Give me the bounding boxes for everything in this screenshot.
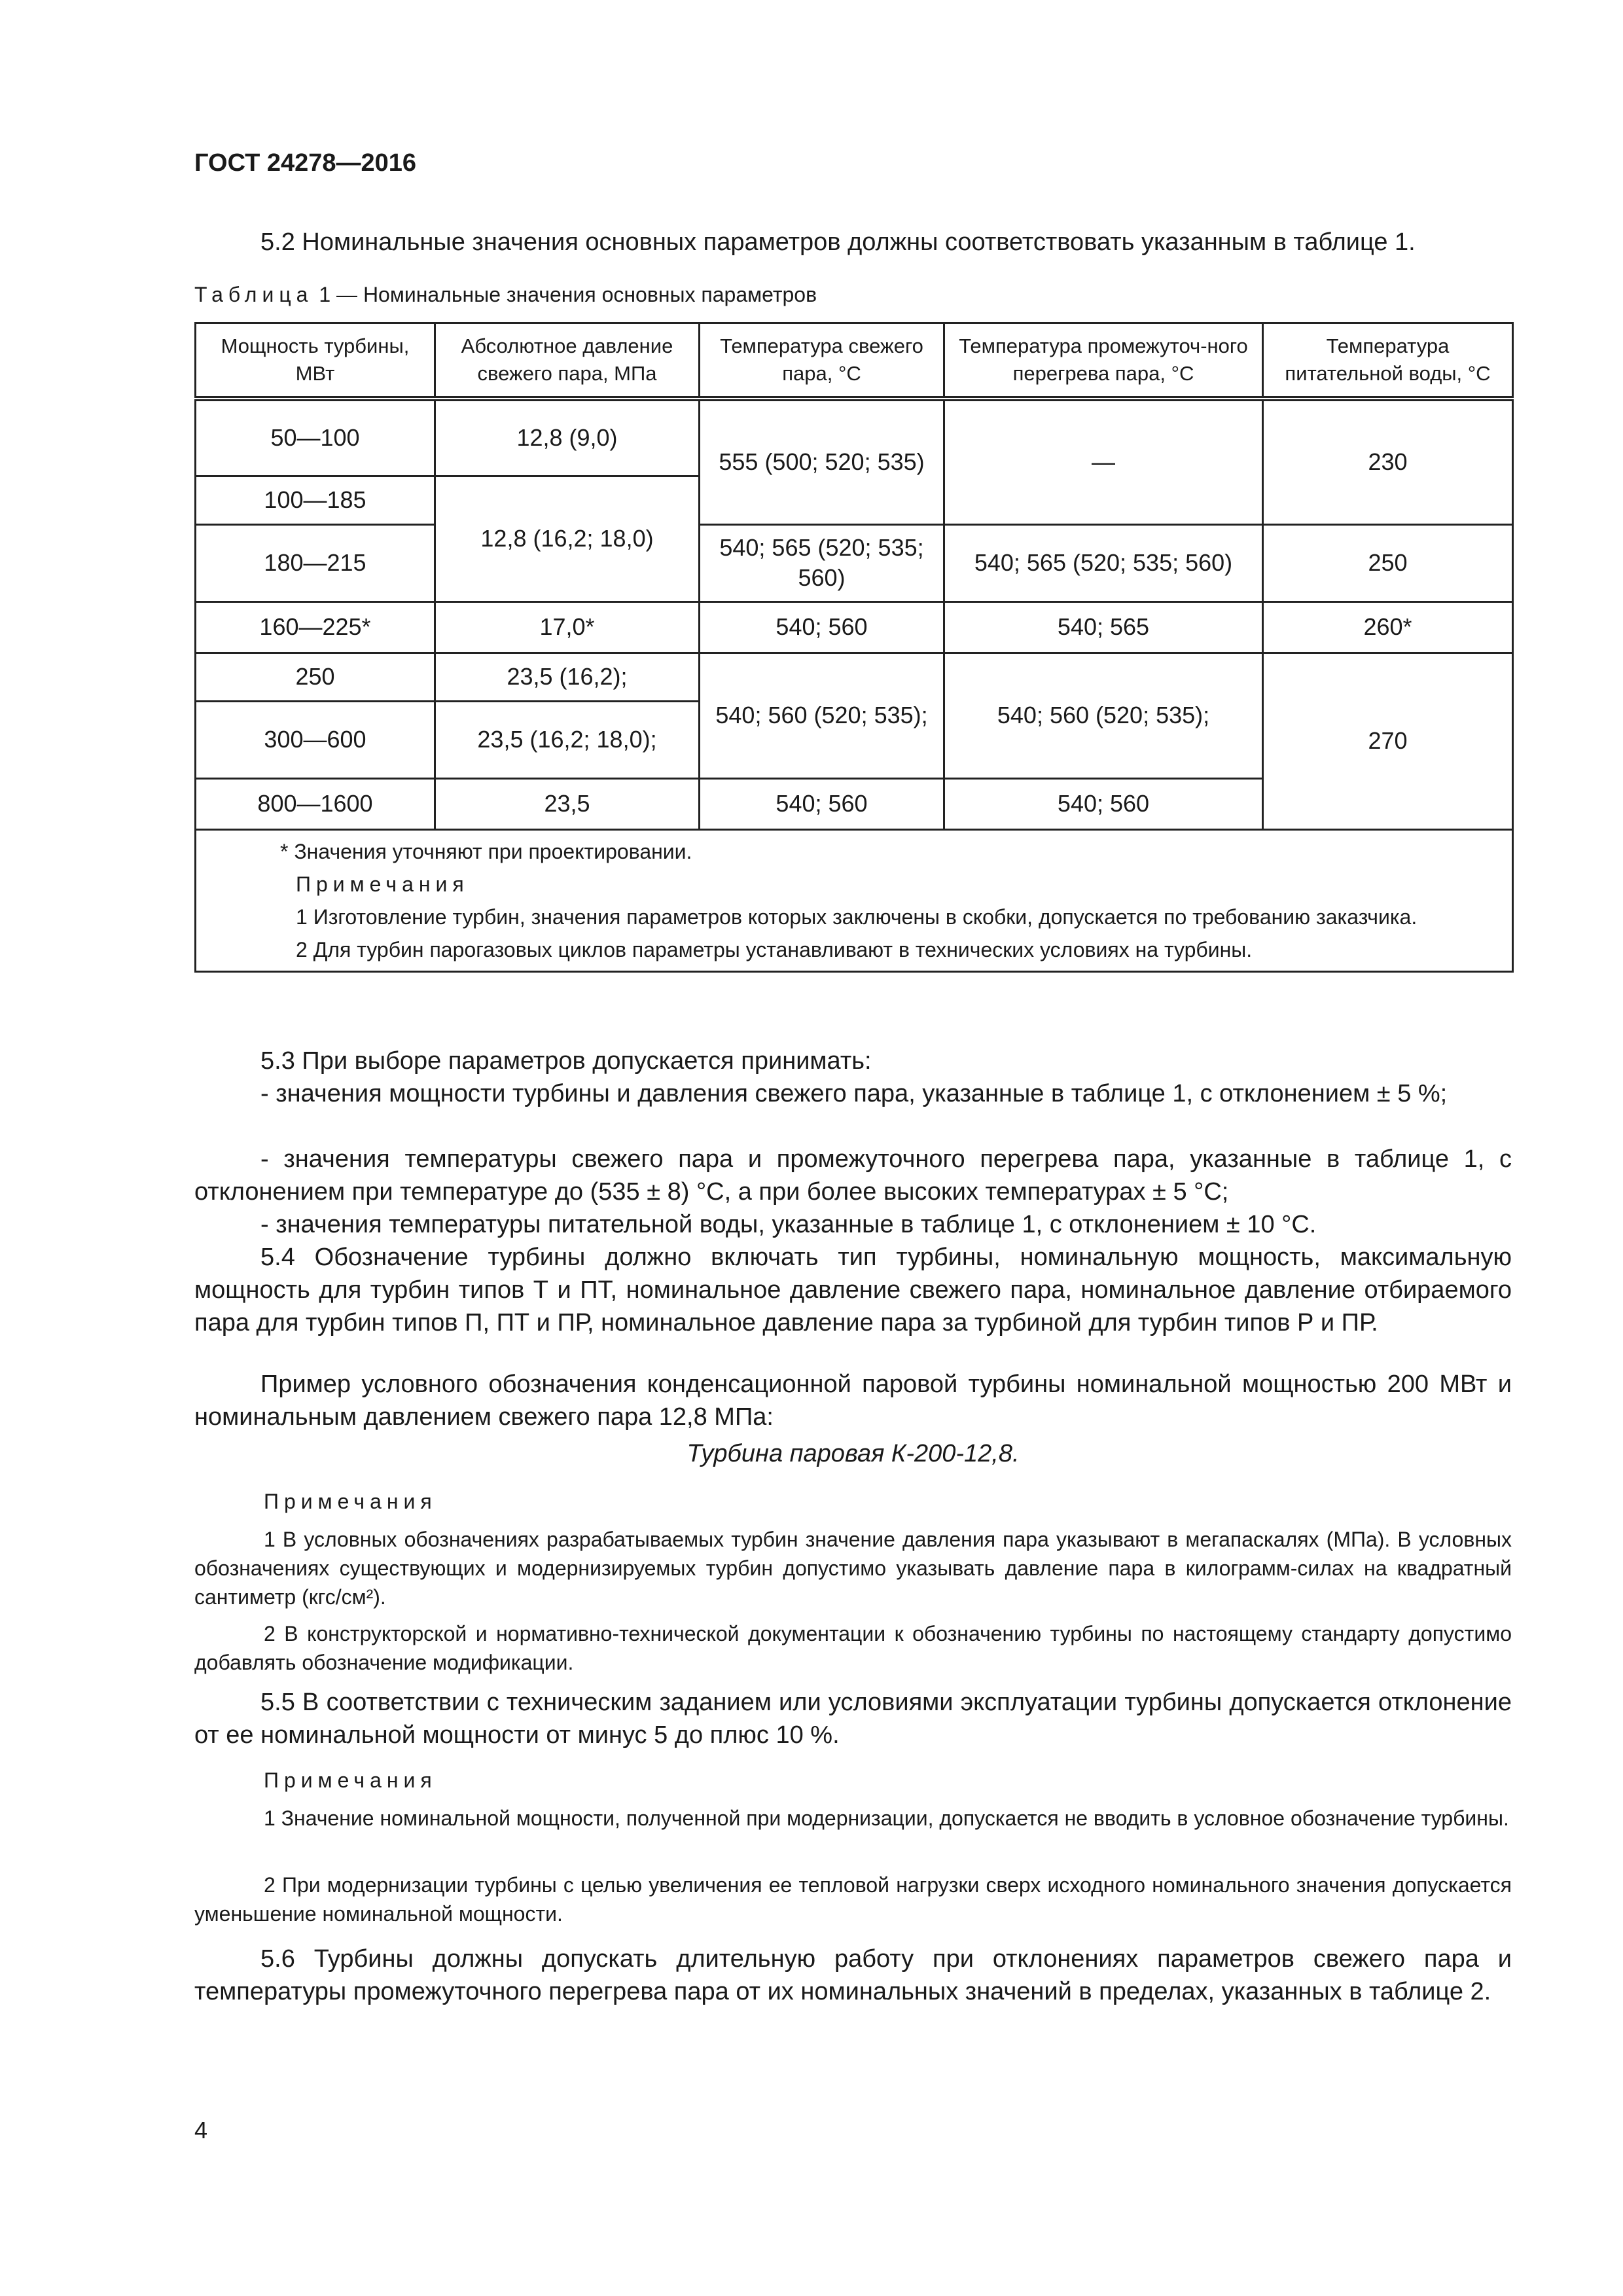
note-1: 1 Значение номинальной мощности, полученной при модернизации, допускается не вводить в условное обозначение турбины. <box>264 1806 1509 1830</box>
header-reheat-temp: Температура промежуточ-ного перегрева пара, °С <box>944 323 1263 399</box>
cell-power: 800—1600 <box>196 778 435 829</box>
cell-water-temp: 260* <box>1263 601 1513 653</box>
paragraph-5-3-intro: 5.3 При выборе параметров допускается принимать: <box>260 1047 872 1075</box>
example-paragraph: Пример условного обозначения конденсационной паровой турбины номинальной мощностью 200 МВт и номинальным давлением свежего пара 12,8 МПа: <box>194 1371 1512 1431</box>
notes-heading: Примечания <box>264 1490 437 1513</box>
header-water-temp: Температура питательной воды, °С <box>1263 323 1513 399</box>
parameters-table <box>194 322 1514 973</box>
table-caption-label: Таблица <box>194 283 313 306</box>
table-row <box>196 601 1513 653</box>
table-note-1: 1 Изготовление турбин, значения параметров которых заключены в скобки, допускается по требованию заказчика. <box>296 905 1418 929</box>
cell-power: 160—225* <box>196 601 435 653</box>
note-2: 2 При модернизации турбины с целью увеличения ее тепловой нагрузки сверх исходного номинального значения допускается уменьшение номинальной мощности. <box>194 1873 1512 1926</box>
cell-power: 50—100 <box>196 399 435 476</box>
paragraph-5-4: 5.4 Обозначение турбины должно включать тип турбины, номинальную мощность, максимальную мощность для турбин типов Т и ПТ, номинальное давление свежего пара, номинальное давление отбираемого пара для турбин типов П, ПТ и ПР, номинальное давление пара за турбиной для турбин типов Р и ПР. <box>194 1244 1512 1336</box>
table-row <box>196 653 1513 701</box>
cell-reheat-temp: 540; 565 (520; 535; 560) <box>944 524 1263 601</box>
cell-steam-temp: 540; 565 (520; 535; 560) <box>700 524 944 601</box>
cell-steam-temp: 540; 560 <box>700 778 944 829</box>
paragraph-5-3-item-2: - значения температуры свежего пара и промежуточного перегрева пара, указанные в таблице 1, с отклонением при температуре до (535 ± 8) °С, а при более высоких температурах ± 5 °С; <box>194 1145 1512 1206</box>
cell-pressure: 12,8 (16,2; 18,0) <box>435 476 700 601</box>
cell-power: 300—600 <box>196 701 435 778</box>
cell-reheat-temp: 540; 560 <box>944 778 1263 829</box>
table-notes-row <box>196 829 1513 971</box>
cell-reheat-temp: — <box>944 399 1263 524</box>
cell-power: 250 <box>196 653 435 701</box>
table-notes <box>196 829 1513 971</box>
table-caption <box>194 283 817 307</box>
table-caption-text: 1 — Номинальные значения основных параметров <box>319 283 817 306</box>
cell-reheat-temp: 540; 560 (520; 535); <box>944 653 1263 778</box>
page-number: 4 <box>194 2117 208 2144</box>
header-power: Мощность турбины, МВт <box>196 323 435 399</box>
cell-steam-temp: 555 (500; 520; 535) <box>700 399 944 524</box>
paragraph-5-5: 5.5 В соответствии с техническим заданием или условиями эксплуатации турбины допускается отклонение от ее номинальной мощности от минус 5 до плюс 10 %. <box>194 1689 1512 1749</box>
table-footnote: * Значения уточняют при проектировании. <box>280 839 692 863</box>
cell-steam-temp: 540; 560 <box>700 601 944 653</box>
table-row <box>196 399 1513 476</box>
paragraph-5-2: 5.2 Номинальные значения основных параметров должны соответствовать указанным в таблице 1. <box>260 228 1416 256</box>
cell-water-temp: 250 <box>1263 524 1513 601</box>
cell-pressure: 23,5 (16,2; 18,0); <box>435 701 700 778</box>
table-row <box>196 524 1513 601</box>
table-notes-heading: Примечания <box>296 872 469 896</box>
cell-power: 100—185 <box>196 476 435 524</box>
cell-steam-temp: 540; 560 (520; 535); <box>700 653 944 778</box>
cell-pressure: 17,0* <box>435 601 700 653</box>
cell-pressure: 12,8 (9,0) <box>435 399 700 476</box>
table-note-2: 2 Для турбин парогазовых циклов параметры устанавливают в технических условиях на турбины. <box>296 937 1253 961</box>
example-designation: Турбина паровая К-200-12,8. <box>687 1440 1020 1467</box>
note-2: 2 В конструкторской и нормативно-технической документации к обозначению турбины по настоящему стандарту допустимо добавлять обозначение модификации. <box>194 1622 1512 1674</box>
notes-heading: Примечания <box>264 1768 437 1792</box>
paragraph-5-6: 5.6 Турбины должны допускать длительную работу при отклонениях параметров свежего пара и температуры промежуточного перегрева пара от их номинальных значений в пределах, указанных в таблице 2. <box>194 1945 1512 2005</box>
cell-power: 180—215 <box>196 524 435 601</box>
header-steam-temp: Температура свежего пара, °С <box>700 323 944 399</box>
cell-reheat-temp: 540; 565 <box>944 601 1263 653</box>
cell-pressure: 23,5 <box>435 778 700 829</box>
table-header-row <box>196 323 1513 399</box>
cell-water-temp: 270 <box>1263 653 1513 829</box>
cell-pressure: 23,5 (16,2); <box>435 653 700 701</box>
paragraph-5-3-item-3: - значения температуры питательной воды, указанные в таблице 1, с отклонением ± 10 °С. <box>260 1211 1317 1238</box>
document-code: ГОСТ 24278—2016 <box>194 149 417 177</box>
cell-water-temp: 230 <box>1263 399 1513 524</box>
header-pressure: Абсолютное давление свежего пара, МПа <box>435 323 700 399</box>
paragraph-5-3-item-1: - значения мощности турбины и давления свежего пара, указанные в таблице 1, с отклонением ± 5 %; <box>260 1080 1448 1107</box>
note-1: 1 В условных обозначениях разрабатываемых турбин значение давления пара указывают в мегапаскалях (МПа). В условных обозначениях существующих и модернизируемых турбин допустимо указывать давление пара в килограмм-силах на квадратный сантиметр (кгс/см²). <box>194 1528 1512 1609</box>
